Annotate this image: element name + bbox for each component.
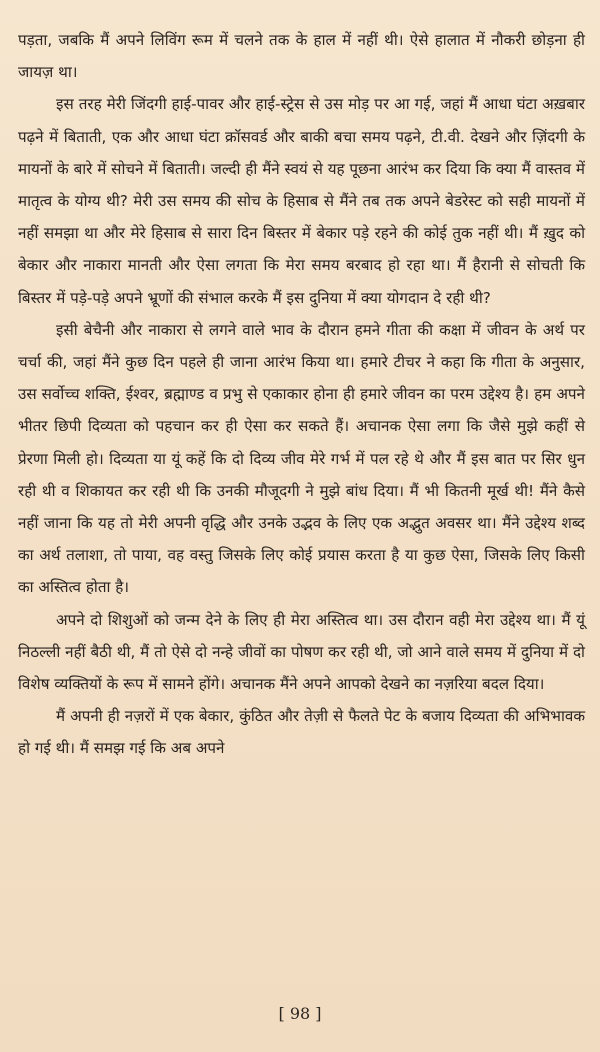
paragraph-1: पड़ता, जबकि मैं अपने लिविंग रूम में चलने तक के हाल में नहीं थी। ऐसे हालात में नौकरी छोड़ना ही जायज़ था। bbox=[18, 31, 585, 82]
paragraph-4: अपने दो शिशुओं को जन्म देने के लिए ही मेरा अस्तित्व था। उस दौरान वही मेरा उद्देश्य था। मैं यूं निठल्ली नहीं बैठी थी, मैं तो ऐसे दो नन्हे जीवों का पोषण कर रही थी, जो आने वाले समय में दुनिया में दो विशेष व्यक्तियों के रूप में सामने होंगे। अचानक मैंने अपने आपको देखने का नज़रिया बदल दिया। bbox=[18, 610, 585, 694]
paragraph-3: इसी बेचैनी और नाकारा से लगने वाले भाव के दौरान हमने गीता की कक्षा में जीवन के अर्थ पर चर्चा की, जहां मैंने कुछ दिन पहले ही जाना आरंभ किया था। हमारे टीचर ने कहा कि गीता के अनुसार, उस सर्वोच्च शक्ति, ईश्वर, ब्रह्माण्ड व प्रभु से एकाकार होना ही हमारे जीवन का परम उद्देश्य है। हम अपने भीतर छिपी दिव्यता को पहचान कर ही ऐसा कर सकते हैं। अचानक ऐसा लगा कि जैसे मुझे कहीं से प्रेरणा मिली हो। दिव्यता या यूं कहें कि दो दिव्य जीव मेरे गर्भ में पल रहे थे और मैं इस बात पर सिर धुन रही थी व शिकायत कर रही थी कि उनकी मौजूदगी ने मुझे बांध दिया। मैं भी कितनी मूर्ख थी! मैंने कैसे नहीं जाना कि यह तो मेरी अपनी वृद्धि और उनके उद्भव के लिए एक अद्भुत अवसर था। मैंने उद्देश्य शब्द का अर्थ तलाशा, तो पाया, वह वस्तु जिसके लिए कोई प्रयास करता है या कुछ ऐसा, जिसके लिए किसी का अस्तित्व होता है। bbox=[18, 320, 585, 597]
page-number: [ 98 ] bbox=[278, 1004, 322, 1023]
page-body-text bbox=[18, 24, 585, 765]
paragraph-2: इस तरह मेरी जिंदगी हाई-पावर और हाई-स्ट्रेस से उस मोड़ पर आ गई, जहां मैं आधा घंटा अख़बार पढ़ने में बिताती, एक और आधा घंटा क्रॉसवर्ड और बाकी बचा समय पढ़ने, टी.वी. देखने और ज़िंदगी के मायनों के बारे में सोचने में बिताती। जल्दी ही मैंने स्वयं से यह पूछना आरंभ कर दिया कि क्या मैं वास्तव में मातृत्व के योग्य थी? मेरी उस समय की सोच के हिसाब से मैंने तब तक अपने बेडरेस्ट को सही मायनों में नहीं समझा था और मेरे हिसाब से सारा दिन बिस्तर में बेकार पड़े रहने की कोई तुक नहीं थी। मैं ख़ुद को बेकार और नाकारा मानती और ऐसा लगता कि मेरा समय बरबाद हो रहा था। मैं हैरानी से सोचती कि बिस्तर में पड़े-पड़े अपने भ्रूणों की संभाल करके मैं इस दुनिया में क्या योगदान दे रही थी? bbox=[18, 95, 585, 307]
paragraph-5: मैं अपनी ही नज़रों में एक बेकार, कुंठित और तेज़ी से फैलते पेट के बजाय दिव्यता की अभिभावक हो गई थी। मैं समझ गई कि अब अपने bbox=[18, 707, 585, 758]
